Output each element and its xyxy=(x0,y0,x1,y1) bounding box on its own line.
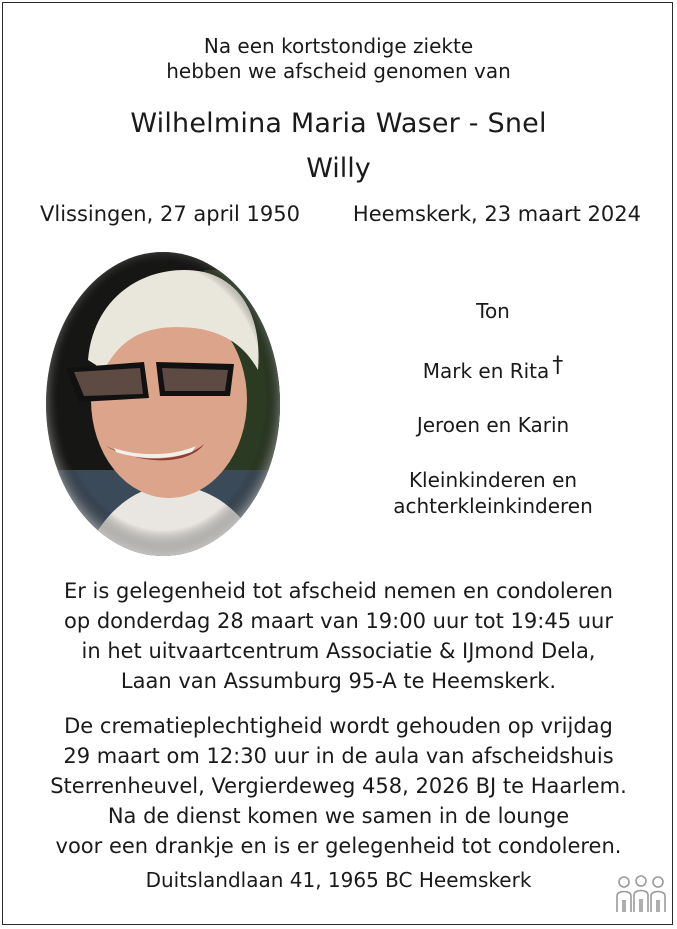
ceremony-line: 29 maart om 12:30 uur in de aula van afscheidshuis xyxy=(63,744,614,768)
ceremony-line: voor een drankje en is er gelegenheid tot condoleren. xyxy=(55,834,622,858)
condolence-line: Er is gelegenheid tot afscheid nemen en condoleren xyxy=(63,579,613,603)
portrait-photo xyxy=(44,250,282,558)
ceremony-paragraph xyxy=(0,711,677,861)
birth-place-date: Vlissingen, 27 april 1950 xyxy=(40,202,300,226)
family-address: Duitslandlaan 41, 1965 BC Heemskerk xyxy=(145,868,532,892)
ceremony-line: Na de dienst komen we samen in de lounge xyxy=(107,804,570,828)
intro-line: Na een kortstondige ziekte xyxy=(203,34,474,58)
people-group-icon xyxy=(612,874,670,914)
intro-text xyxy=(0,34,677,84)
family-child-1-names: Mark en Rita xyxy=(422,359,550,383)
family-partner: Ton xyxy=(476,299,510,323)
family-child-1 xyxy=(368,353,618,385)
ceremony-line: Sterrenheuvel, Vergierdeweg 458, 2026 BJ te Haarlem. xyxy=(50,774,627,798)
condolence-line: Laan van Assumburg 95-A te Heemskerk. xyxy=(120,669,557,693)
ceremony-line: De crematieplechtigheid wordt gehouden op vrijdag xyxy=(64,714,613,738)
deceased-nickname: Willy xyxy=(306,153,371,184)
deceased-name: Wilhelmina Maria Waser - Snel xyxy=(130,108,547,139)
deceased-cross-mark: † xyxy=(552,353,564,378)
family-child-2: Jeroen en Karin xyxy=(416,413,570,437)
family-grandchildren xyxy=(368,467,618,519)
death-place-date: Heemskerk, 23 maart 2024 xyxy=(352,202,641,226)
grandchildren-line: achterkleinkinderen xyxy=(393,494,593,518)
condolence-line: in het uitvaartcentrum Associatie & IJmond Dela, xyxy=(81,639,596,663)
intro-line: hebben we afscheid genomen van xyxy=(166,59,511,83)
condolence-paragraph xyxy=(0,576,677,696)
grandchildren-line: Kleinkinderen en xyxy=(408,468,578,492)
condolence-line: op donderdag 28 maart van 19:00 uur tot 19:45 uur xyxy=(63,609,614,633)
